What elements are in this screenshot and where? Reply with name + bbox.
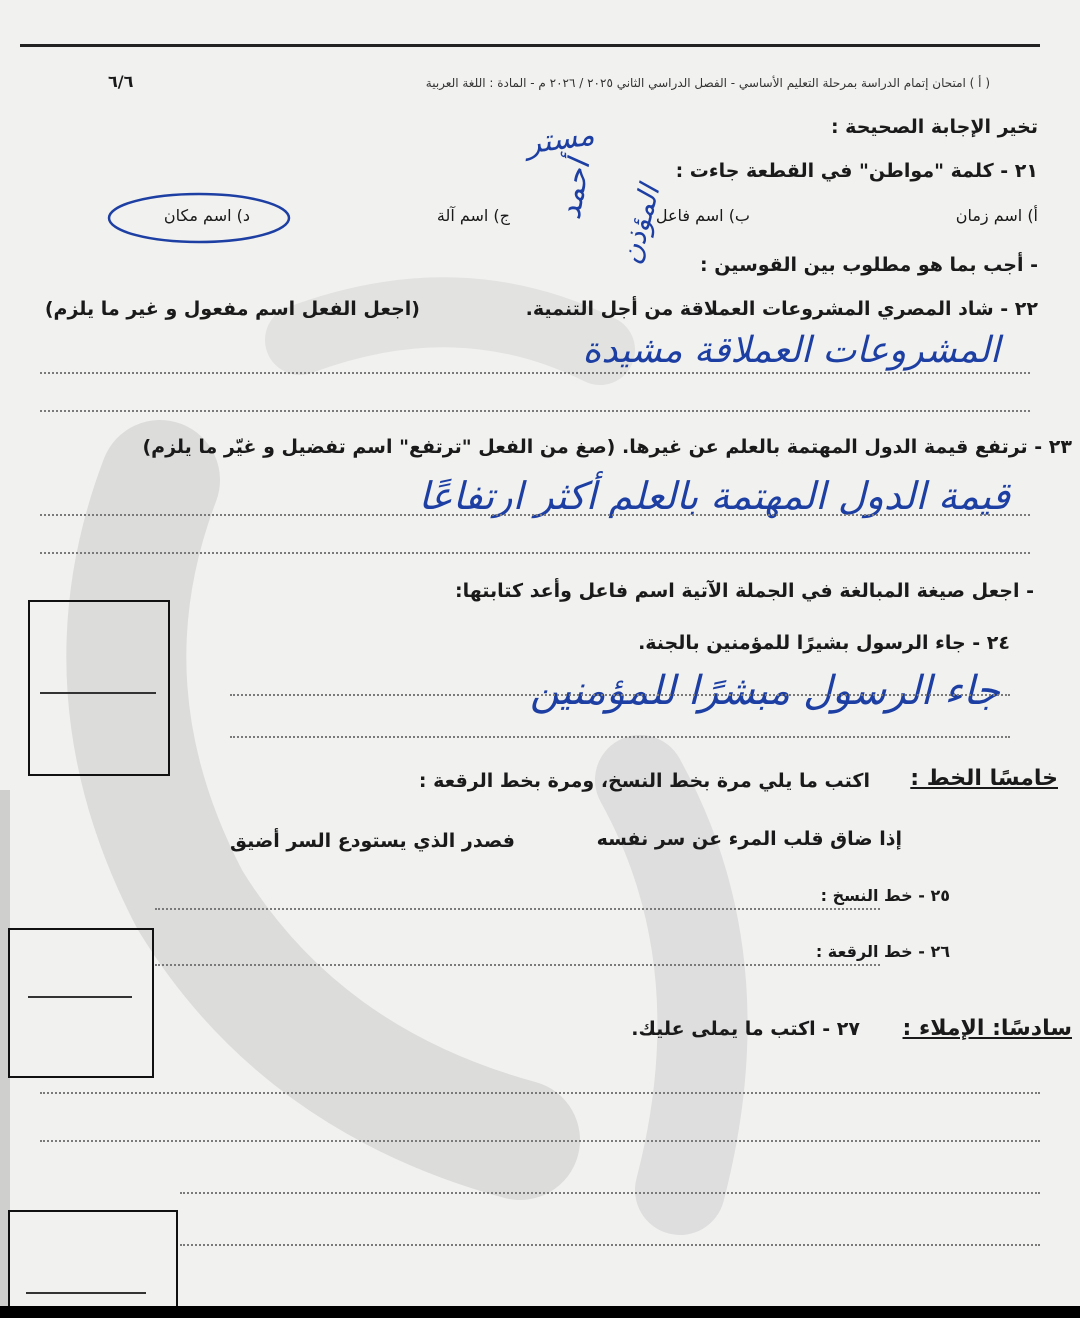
- handwritten-note-line3: المؤذن: [613, 181, 667, 268]
- section-imlaa-label: سادسًا: الإملاء :: [902, 1016, 1072, 1041]
- question-23: ٢٣ - ترتفع قيمة الدول المهتمة بالعلم عن غيرها. (صغ من الفعل "ترتفع" اسم تفضيل و غيّر ما يلزم): [142, 436, 1072, 458]
- question-25: ٢٥ - خط النسخ :: [820, 886, 950, 905]
- answer-line-23a: [40, 514, 1030, 516]
- option-a: أ) اسم زمان: [955, 206, 1038, 225]
- answer-line-22a: [40, 372, 1030, 374]
- answer-23-handwritten: قيمة الدول المهتمة بالعلم أكثر ارتفاعًا: [418, 474, 1010, 518]
- question-27: ٢٧ - اكتب ما يملى عليك.: [631, 1018, 860, 1040]
- answer-line-22b: [40, 410, 1030, 412]
- answer-line-23b: [40, 552, 1030, 554]
- verse-second-hemistich: فصدر الذي يستودع السر أضيق: [230, 830, 515, 852]
- option-d: د) اسم مكان: [163, 206, 250, 225]
- score-box-1-line: [40, 692, 156, 694]
- score-box-2-line: [28, 996, 132, 998]
- dictation-line-2: [40, 1140, 1040, 1142]
- section-choose-title: تخير الإجابة الصحيحة :: [830, 116, 1038, 138]
- option-b: ب) اسم فاعل: [655, 206, 750, 225]
- handwritten-note-line1: مستر: [523, 117, 597, 162]
- dictation-line-4: [180, 1244, 1040, 1246]
- section-answer-title: - أجب بما هو مطلوب بين القوسين :: [700, 254, 1038, 276]
- answer-line-24b: [230, 736, 1010, 738]
- score-box-3: [8, 1210, 178, 1312]
- option-c: ج) اسم آلة: [436, 206, 510, 225]
- score-box-3-line: [26, 1292, 146, 1294]
- verse-first-hemistich: إذا ضاق قلب المرء عن سر نفسه: [596, 828, 902, 850]
- handwritten-note-line2: أحمد: [552, 156, 598, 223]
- section-khat-instruction: اكتب ما يلي مرة بخط النسخ، ومرة بخط الرقعة :: [418, 770, 870, 792]
- question-26: ٢٦ - خط الرقعة :: [815, 942, 950, 961]
- answer-circle: [104, 190, 294, 246]
- question-22: ٢٢ - شاد المصري المشروعات العملاقة من أجل التنمية.: [525, 298, 1038, 320]
- answer-24-handwritten: جاء الرسول مبشرًا للمؤمنين: [529, 668, 1000, 714]
- exam-header-info: ( أ ) امتحان إتمام الدراسة بمرحلة التعليم الأساسي - الفصل الدراسي الثاني ٢٠٢٥ / ٢٠٢٦ م - المادة : اللغة العربية: [425, 76, 990, 90]
- answer-line-24a: [230, 694, 1010, 696]
- question-24: ٢٤ - جاء الرسول بشيرًا للمؤمنين بالجنة.: [638, 632, 1010, 654]
- naskh-writing-line: [155, 908, 880, 910]
- answer-22-handwritten: المشروعات العملاقة مشيدة: [582, 330, 1000, 371]
- page-number: ٦/٦: [108, 72, 134, 91]
- question-22-instruction: (اجعل الفعل اسم مفعول و غير ما يلزم): [44, 298, 420, 320]
- score-box-1: [28, 600, 170, 776]
- ruqaa-writing-line: [155, 964, 880, 966]
- section-khat-label: خامسًا الخط :: [910, 766, 1058, 791]
- score-box-2: [8, 928, 154, 1078]
- dictation-line-3: [180, 1192, 1040, 1194]
- top-border: [20, 44, 1040, 47]
- bottom-border: [0, 1306, 1080, 1318]
- section-mubalagha-title: - اجعل صيغة المبالغة في الجملة الآتية اسم فاعل وأعد كتابتها:: [454, 580, 1034, 602]
- question-21: ٢١ - كلمة "مواطن" في القطعة جاءت :: [675, 160, 1038, 182]
- dictation-line-1: [40, 1092, 1040, 1094]
